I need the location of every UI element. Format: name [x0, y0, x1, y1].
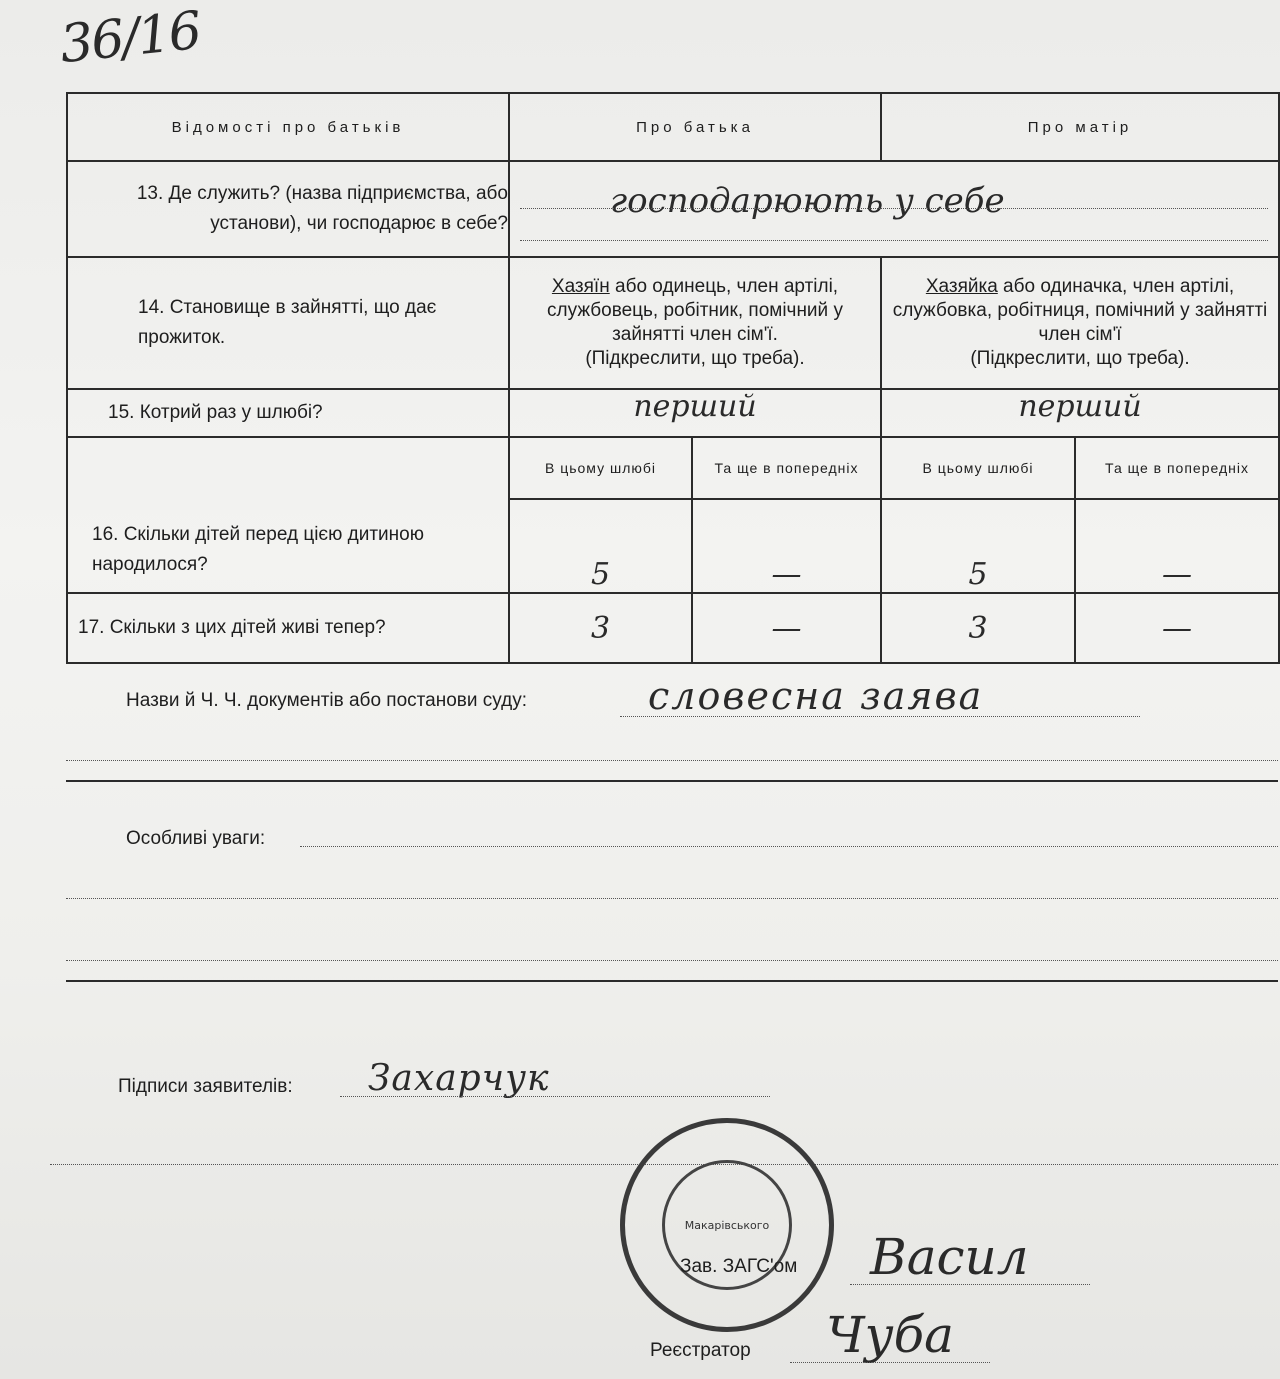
applicants-dotline [340, 1096, 770, 1097]
q17-father-prev: — [692, 593, 881, 663]
q16-question: 16. Скільки дітей перед цією дитиною народилося? [67, 437, 509, 593]
q14-mother-selected: Хазяйка [925, 276, 998, 297]
remarks-label: Особливі уваги: [126, 828, 266, 849]
q17-father-this: 3 [509, 593, 692, 663]
q15-father-cell [509, 389, 881, 437]
q15-question: 15. Котрий раз у шлюбі? [67, 389, 509, 437]
subheader-father-this: В цьому шлюбі [509, 437, 692, 499]
q15-mother-cell [881, 389, 1279, 437]
q17-mother-prev: — [1075, 593, 1279, 663]
documents-value: словесна заява [648, 674, 984, 718]
q14-mother-options [881, 257, 1279, 389]
registrar-signature: Чуба [826, 1306, 954, 1364]
q17-question: 17. Скільки з цих дітей живі тепер? [67, 593, 509, 663]
zags-dotline [850, 1284, 1090, 1285]
q14-mother-note: (Підкреслити, що треба). [970, 348, 1190, 369]
subheader-mother-this: В цьому шлюбі [881, 437, 1075, 499]
documents-label: Назви й Ч. Ч. документів або постанови суду: [126, 690, 527, 711]
subheader-mother-prev: Та ще в попередніх [1075, 437, 1279, 499]
q15-mother-answer: перший [1018, 388, 1142, 424]
remarks-dotline-3 [66, 960, 1278, 961]
q14-father-selected: Хазяїн [551, 276, 610, 297]
remarks-dotline-2 [66, 898, 1278, 899]
remarks-dotline-1 [300, 846, 1278, 847]
q14-father-rest: або одинець, член артілі, службовець, робітник, помічний у зайнятті член сім'ї. [547, 276, 843, 345]
q16-mother-prev: — [1075, 499, 1279, 593]
q13-answer-cell [509, 161, 1279, 257]
q16-mother-this: 5 [881, 499, 1075, 593]
q15-father-answer: перший [633, 388, 757, 424]
q16-father-prev: — [692, 499, 881, 593]
applicants-signature: Захарчук [368, 1058, 550, 1099]
q14-question: 14. Становище в зайнятті, що дає прожиток. [67, 257, 509, 389]
header-mother: Про матір [881, 93, 1279, 161]
reference-number: 36/16 [57, 0, 203, 76]
q17-mother-this: 3 [881, 593, 1075, 663]
stamp-center: Макарівського [662, 1160, 792, 1290]
applicants-label: Підписи заявителів: [118, 1076, 293, 1097]
zags-signature: Васил [870, 1228, 1029, 1286]
q13-dotline-2 [520, 240, 1268, 241]
documents-separator [66, 780, 1278, 782]
subheader-father-prev: Та ще в попередніх [692, 437, 881, 499]
header-father: Про батька [509, 93, 881, 161]
registrar-label: Реєстратор [650, 1340, 751, 1361]
documents-dotline [620, 716, 1140, 717]
header-info: Відомості про батьків [67, 93, 509, 161]
q14-father-options [509, 257, 881, 389]
official-stamp [620, 1118, 834, 1332]
q13-answer: господарюють у себе [610, 181, 1005, 221]
parents-info-table [66, 92, 1280, 664]
q14-father-note: (Підкреслити, що треба). [585, 348, 805, 369]
registrar-dotline [790, 1362, 990, 1363]
remarks-separator [66, 980, 1278, 982]
q16-father-this: 5 [509, 499, 692, 593]
q14-mother-rest: або одиначка, член артілі, службовка, робітниця, помічний у зайнятті член сім'ї [892, 276, 1268, 345]
zags-label: Зав. ЗАГС'ом [680, 1256, 798, 1277]
q13-dotline-1 [520, 208, 1268, 209]
documents-dotline-2 [66, 760, 1278, 761]
q13-question: 13. Де служить? (назва підприємства, або установи), чи господарює в себе? [67, 161, 509, 257]
